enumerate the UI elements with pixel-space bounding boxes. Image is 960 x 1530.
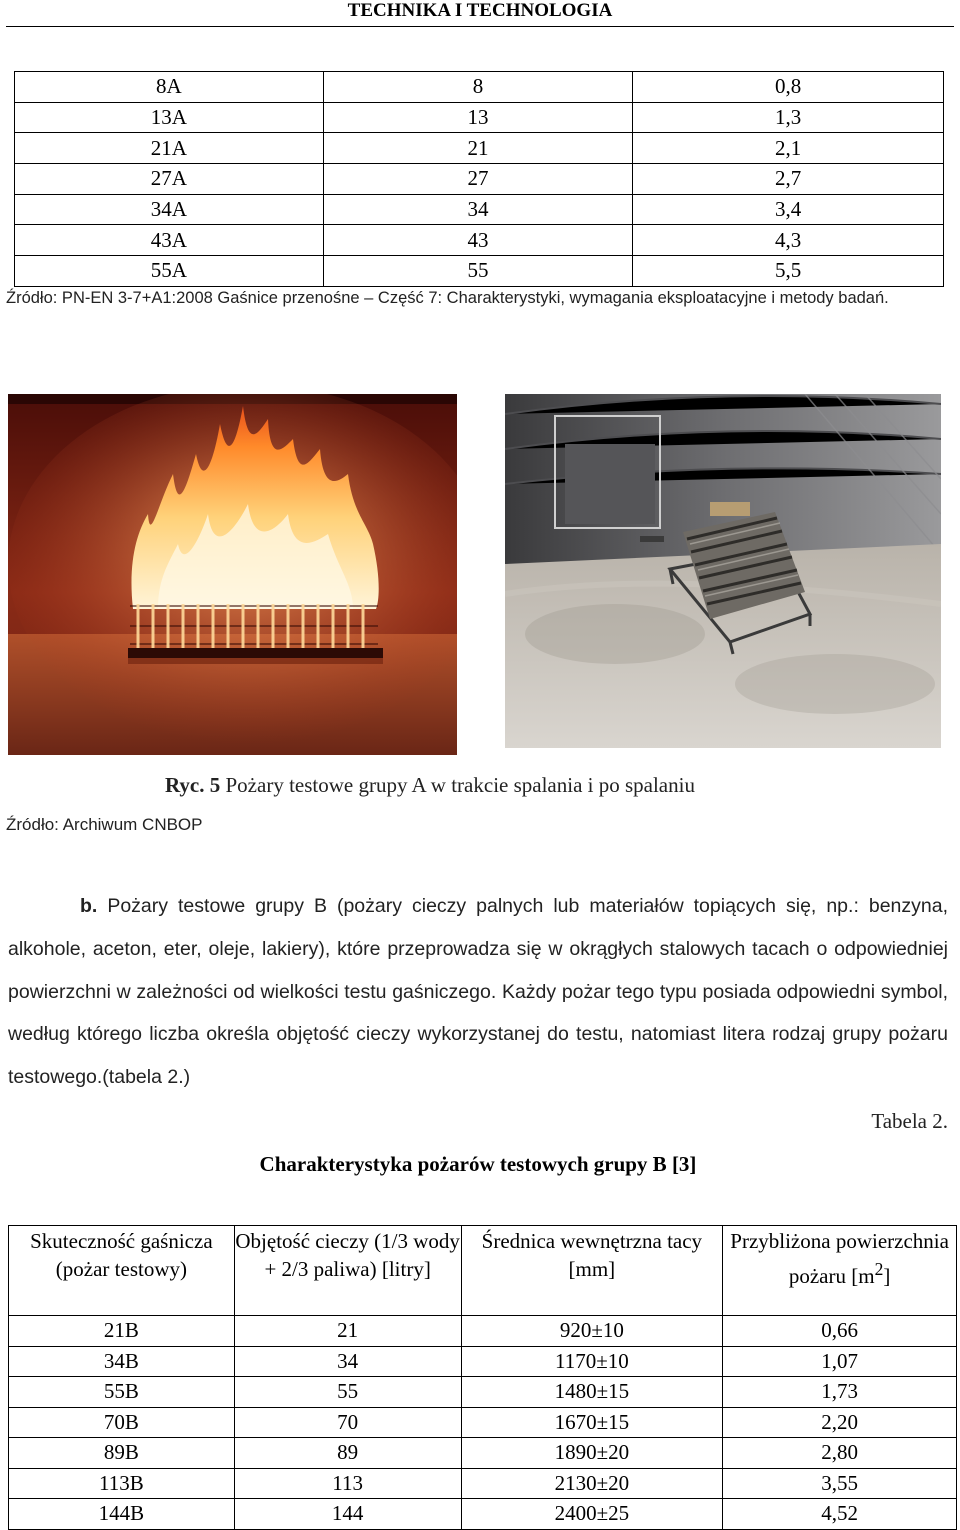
paragraph-label: b.	[80, 895, 98, 917]
header-area-suffix: ]	[883, 1264, 891, 1288]
table-cell: 2,7	[633, 164, 944, 195]
table-cell: 2,80	[723, 1438, 957, 1469]
table-cell: 1890±20	[461, 1438, 723, 1469]
page-header: TECHNIKA I TECHNOLOGIA	[347, 0, 613, 21]
table-cell: 2,20	[723, 1407, 957, 1438]
figure-source-note: Źródło: Archiwum CNBOP	[6, 815, 203, 834]
table-row	[9, 1407, 957, 1438]
table-header-cell: Objętość cieczy (1/3 wody + 2/3 paliwa) [litry]	[234, 1226, 461, 1316]
table1-source-note: Źródło: PN-EN 3-7+A1:2008 Gaśnice przenośne – Część 7: Charakterystyki, wymagania eksploatacyjne i metody badań.	[6, 289, 889, 307]
table-row	[15, 72, 944, 103]
table-cell: 13A	[15, 102, 324, 133]
table-row	[15, 194, 944, 225]
table-cell: 21	[234, 1316, 461, 1347]
header-area-sup: 2	[874, 1259, 884, 1279]
table-cell: 34	[323, 194, 633, 225]
table-cell: 89B	[9, 1438, 235, 1469]
table-row	[15, 133, 944, 164]
table-cell: 2400±25	[461, 1499, 723, 1530]
body-paragraph	[8, 885, 948, 1099]
table-cell: 4,52	[723, 1499, 957, 1530]
table-header-row	[9, 1226, 957, 1316]
table-cell: 1480±15	[461, 1377, 723, 1408]
table-cell: 8	[323, 72, 633, 103]
table-cell: 70B	[9, 1407, 235, 1438]
table-cell: 43A	[15, 225, 324, 256]
table-cell: 1,07	[723, 1346, 957, 1377]
table-cell: 43	[323, 225, 633, 256]
table-header-cell	[723, 1226, 957, 1316]
table-cell: 27	[323, 164, 633, 195]
table-cell: 920±10	[461, 1316, 723, 1347]
table-cell: 2,1	[633, 133, 944, 164]
table-cell: 2130±20	[461, 1468, 723, 1499]
header-divider	[6, 26, 954, 27]
table-fire-group-a	[14, 71, 944, 287]
table-cell: 3,4	[633, 194, 944, 225]
table-row	[9, 1438, 957, 1469]
table-cell: 113B	[9, 1468, 235, 1499]
photo-after-burning	[505, 394, 941, 748]
table-fire-group-b	[8, 1225, 957, 1530]
table-cell: 34	[234, 1346, 461, 1377]
table-cell: 70	[234, 1407, 461, 1438]
table-cell: 34A	[15, 194, 324, 225]
table-cell: 21B	[9, 1316, 235, 1347]
figure-caption-label: Ryc. 5	[165, 773, 221, 797]
table-header-cell: Skuteczność gaśnicza (pożar testowy)	[9, 1226, 235, 1316]
figure-caption-text: Pożary testowe grupy A w trakcie spalania i po spalaniu	[220, 773, 695, 797]
figure-caption	[165, 771, 695, 799]
table-cell: 0,8	[633, 72, 944, 103]
table-header-cell: Średnica wewnętrzna tacy [mm]	[461, 1226, 723, 1316]
table-cell: 55B	[9, 1377, 235, 1408]
table-cell: 89	[234, 1438, 461, 1469]
table-row	[9, 1346, 957, 1377]
table-cell: 3,55	[723, 1468, 957, 1499]
table-cell: 1,73	[723, 1377, 957, 1408]
table-cell: 21A	[15, 133, 324, 164]
table-row	[9, 1499, 957, 1530]
table-row	[9, 1316, 957, 1347]
table-cell: 34B	[9, 1346, 235, 1377]
table-cell: 144B	[9, 1499, 235, 1530]
table-cell: 55	[234, 1377, 461, 1408]
table-row	[15, 225, 944, 256]
table-row	[15, 102, 944, 133]
table-cell: 27A	[15, 164, 324, 195]
table2-title: Charakterystyka pożarów testowych grupy B [3]	[259, 1152, 697, 1176]
table-cell: 21	[323, 133, 633, 164]
photo-fire-burning	[8, 394, 457, 755]
table-row	[15, 164, 944, 195]
table-row	[9, 1377, 957, 1408]
table-cell: 55A	[15, 256, 324, 287]
table-cell: 1170±10	[461, 1346, 723, 1377]
table-cell: 55	[323, 256, 633, 287]
paragraph-text: Pożary testowe grupy B (pożary cieczy palnych lub materiałów topiących się, np.: benzyna, alkohole, aceton, eter, oleje, lakiery), które przeprowadza się w okrągłych stalowych tacach o odpowiedniej powierzchni w zależności od wielkości testu gaśniczego. Każdy pożar tego typu posiada odpowiedni symbol, według którego liczba określa objętość cieczy wykorzystanej do testu, natomiast litera rodzaj grupy pożaru testowego.(tabela 2.)	[8, 895, 948, 1089]
table-row	[9, 1468, 957, 1499]
table-cell: 1,3	[633, 102, 944, 133]
header-area-text: Przybliżona powierzchnia pożaru [m	[730, 1229, 949, 1288]
table-cell: 144	[234, 1499, 461, 1530]
table-cell: 113	[234, 1468, 461, 1499]
table-cell: 1670±15	[461, 1407, 723, 1438]
table-cell: 4,3	[633, 225, 944, 256]
table-cell: 13	[323, 102, 633, 133]
table-cell: 5,5	[633, 256, 944, 287]
table-cell: 8A	[15, 72, 324, 103]
table2-label: Tabela 2.	[871, 1109, 948, 1133]
table-cell: 0,66	[723, 1316, 957, 1347]
